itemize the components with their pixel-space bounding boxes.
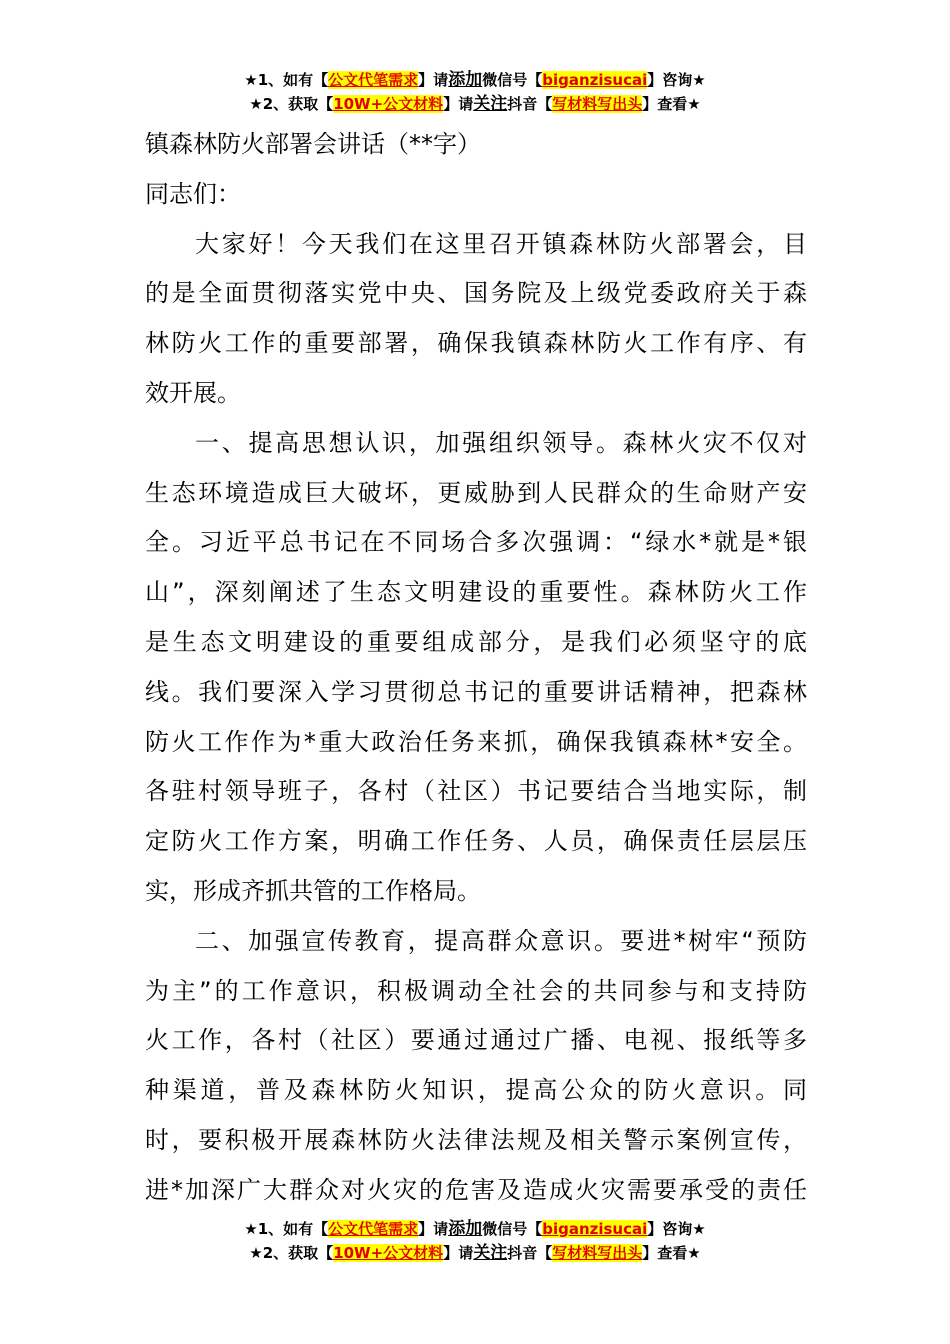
text-line: 实，形成齐抓共管的工作格局。 — [145, 876, 481, 905]
text-line: 定防火工作方案，明确工作任务、人员，确保责任层层压 — [145, 827, 807, 856]
text-line: 火工作，各村（社区）要通过通过广播、电视、报纸等多 — [145, 1026, 807, 1055]
banner-text: 】查看★ — [642, 95, 701, 113]
banner-text: 】请 — [418, 71, 449, 89]
underlined-text: 关注 — [473, 94, 508, 114]
text-line: 一、提高思想认识，加强组织领导。森林火灾不仅对 — [195, 428, 807, 457]
banner-text: ★2、获取【 — [249, 1244, 334, 1262]
wechat-id: biganzisucai — [542, 71, 648, 89]
text-line: 时，要积极开展森林防火法律法规及相关警示案例宣传， — [145, 1125, 807, 1154]
banner-text: 抖音【 — [507, 95, 553, 113]
highlight-text: 公文代笔需求 — [328, 1220, 419, 1238]
highlight-text: 公文代笔需求 — [328, 71, 419, 89]
banner-line-1 — [0, 1217, 950, 1241]
banner-text: 抖音【 — [507, 1244, 553, 1262]
underlined-text: 关注 — [473, 1243, 508, 1263]
paragraph — [145, 419, 807, 917]
douyin-id: 写材料写出头 — [552, 95, 643, 113]
paragraph — [145, 220, 807, 419]
underlined-text: 添加 — [448, 70, 483, 90]
banner-text: 】请 — [443, 1244, 474, 1262]
text-line: 种渠道，普及森林防火知识，提高公众的防火意识。同 — [145, 1076, 807, 1105]
banner-text: ★1、如有【 — [244, 71, 329, 89]
paragraph — [145, 917, 807, 1216]
text-line: 的是全面贯彻落实党中央、国务院及上级党委政府关于森 — [145, 279, 807, 308]
document-title: 镇森林防火部署会讲话（**字） — [145, 130, 481, 158]
text-line: 大家好！今天我们在这里召开镇森林防火部署会，目 — [195, 229, 807, 258]
highlight-text: 10W+公文材料 — [333, 1244, 444, 1262]
text-line: 生态环境造成巨大破坏，更威胁到人民群众的生命财产安 — [145, 478, 807, 507]
banner-text: 】咨询★ — [647, 71, 706, 89]
text-line: 效开展。 — [145, 378, 241, 407]
text-line: 林防火工作的重要部署，确保我镇森林防火工作有序、有 — [145, 329, 807, 358]
banner-line-2 — [0, 1241, 950, 1265]
header-banner — [0, 68, 950, 116]
banner-line-1 — [0, 68, 950, 92]
text-line: 是生态文明建设的重要组成部分，是我们必须坚守的底 — [145, 627, 807, 656]
text-line: 二、加强宣传教育，提高群众意识。要进*树牢“预防 — [195, 926, 807, 955]
wechat-id: biganzisucai — [542, 1220, 648, 1238]
text-line: 全。习近平总书记在不同场合多次强调：“绿水*就是*银 — [145, 528, 807, 557]
text-line: 进*加深广大群众对火灾的危害及造成火灾需要承受的责任 — [145, 1175, 807, 1204]
banner-text: 】咨询★ — [647, 1220, 706, 1238]
banner-line-2 — [0, 92, 950, 116]
banner-text: ★2、获取【 — [249, 95, 334, 113]
document-body — [145, 120, 807, 1216]
text-line: 为主”的工作意识，积极调动全社会的共同参与和支持防 — [145, 976, 807, 1005]
text-line: 山”，深刻阐述了生态文明建设的重要性。森林防火工作 — [145, 578, 807, 607]
banner-text: 】请 — [443, 95, 474, 113]
text-line: 防火工作作为*重大政治任务来抓，确保我镇森林*安全。 — [145, 727, 807, 756]
banner-text: 微信号【 — [482, 71, 543, 89]
banner-text: ★1、如有【 — [244, 1220, 329, 1238]
highlight-text: 10W+公文材料 — [333, 95, 444, 113]
footer-banner — [0, 1217, 950, 1265]
paragraphs — [145, 220, 807, 1216]
underlined-text: 添加 — [448, 1219, 483, 1239]
banner-text: 】请 — [418, 1220, 449, 1238]
greeting: 同志们： — [145, 179, 241, 208]
banner-text: 微信号【 — [482, 1220, 543, 1238]
douyin-id: 写材料写出头 — [552, 1244, 643, 1262]
banner-text: 】查看★ — [642, 1244, 701, 1262]
text-line: 各驻村领导班子，各村（社区）书记要结合当地实际，制 — [145, 777, 807, 806]
text-line: 线。我们要深入学习贯彻总书记的重要讲话精神，把森林 — [145, 677, 807, 706]
